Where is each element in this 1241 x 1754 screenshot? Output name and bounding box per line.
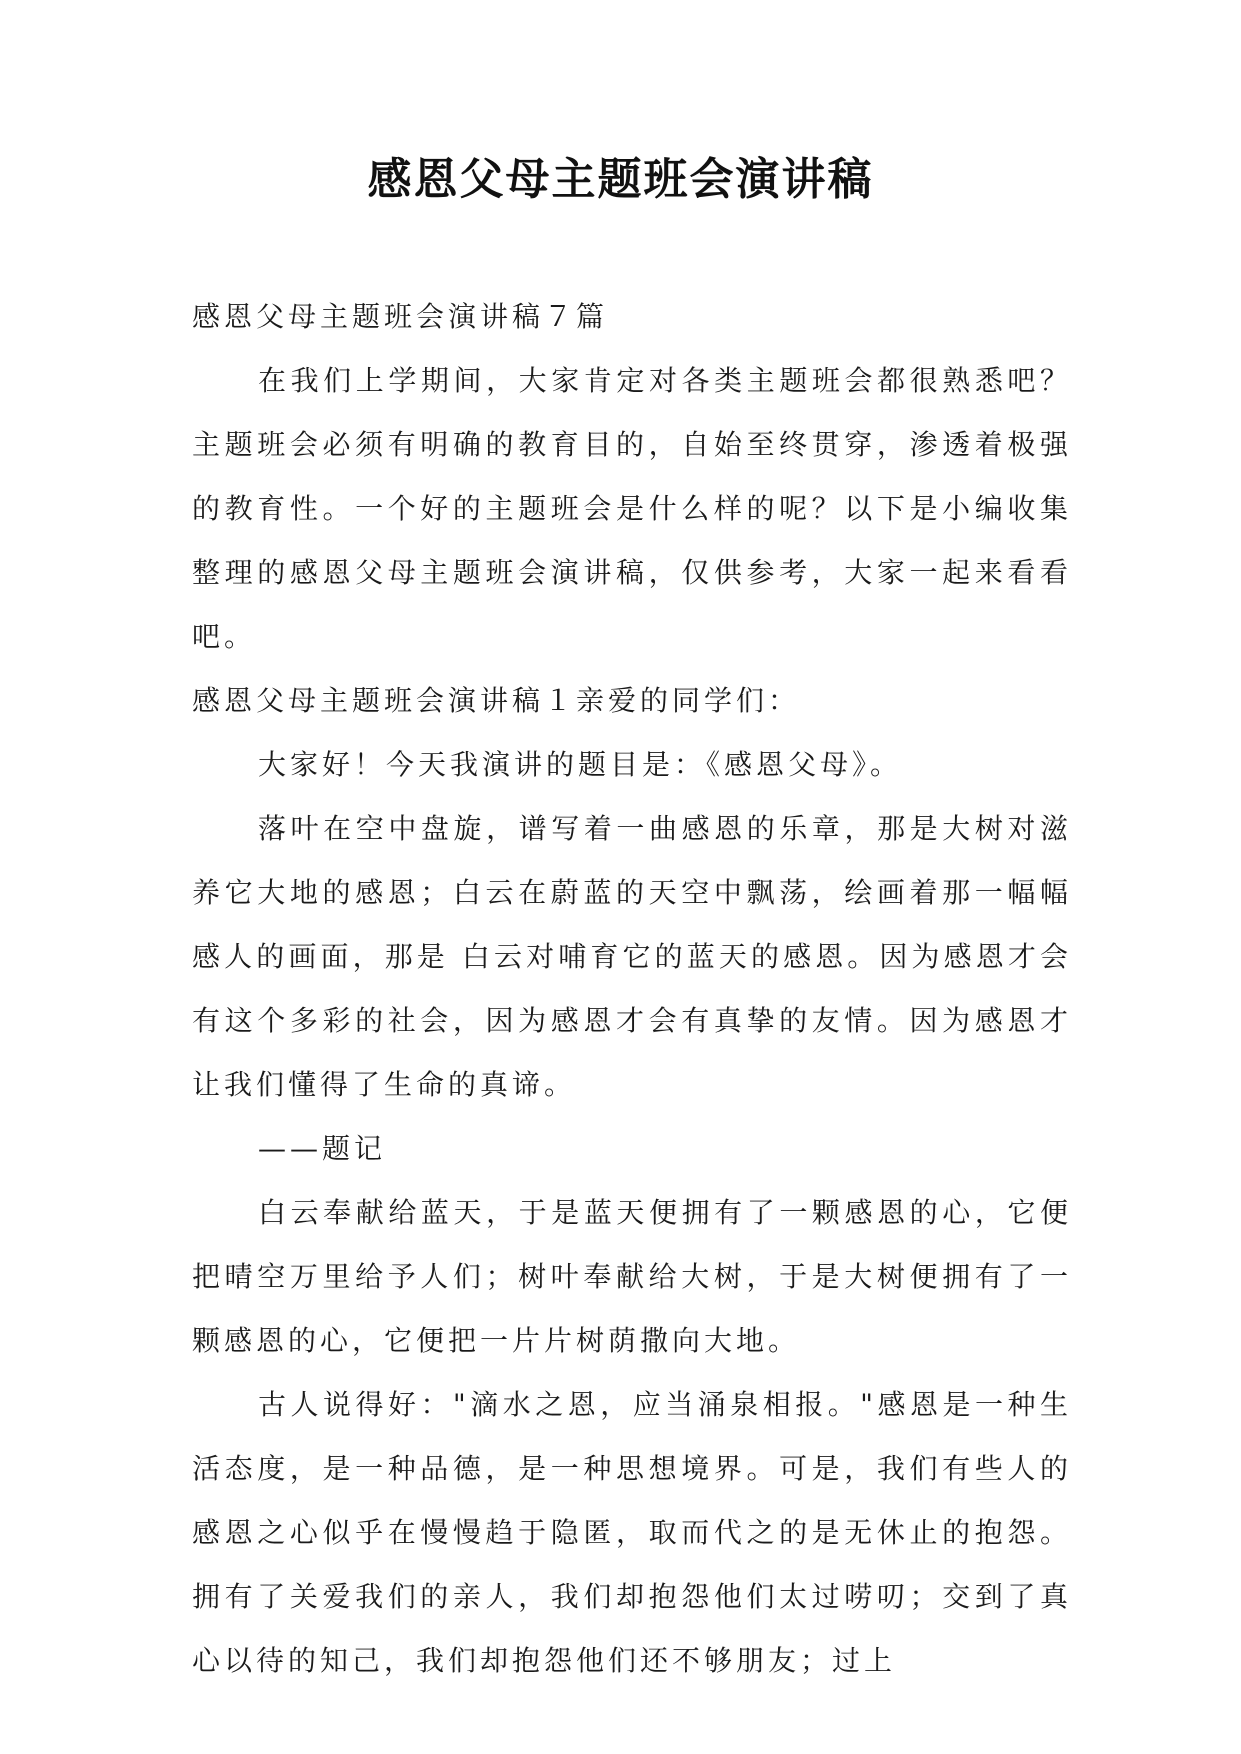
body-paragraph: 落叶在空中盘旋，谱写着一曲感恩的乐章，那是大树对滋养它大地的感恩；白云在蔚蓝的天空中飘荡，绘画着那一幅幅感人的画面，那是 白云对哺育它的蓝天的感恩。因为感恩才会有这个多彩的社会，因为感恩才会有真挚的友情。因为感恩才让我们懂得了生命的真谛。 (192, 812, 1072, 1101)
epigraph-attribution: ——题记 (258, 1132, 387, 1165)
subtitle-line: 感恩父母主题班会演讲稿７篇 (192, 300, 609, 333)
body-paragraph: 古人说得好："滴水之恩，应当涌泉相报。"感恩是一种生活态度，是一种品德，是一种思想境界。可是，我们有些人的感恩之心似乎在慢慢趋于隐匿，取而代之的是无休止的抱怨。拥有了关爱我们的亲人，我们却抱怨他们太过唠叨；交到了真心以待的知己，我们却抱怨他们还不够朋友；过上 (192, 1388, 1072, 1677)
document-title: 感恩父母主题班会演讲稿 (367, 154, 874, 205)
body-paragraph: 白云奉献给蓝天，于是蓝天便拥有了一颗感恩的心，它便把晴空万里给予人们；树叶奉献给大树，于是大树便拥有了一颗感恩的心，它便把一片片树荫撒向大地。 (192, 1196, 1072, 1357)
section-heading: 感恩父母主题班会演讲稿１亲爱的同学们： (192, 684, 801, 717)
intro-paragraph: 在我们上学期间，大家肯定对各类主题班会都很熟悉吧？主题班会必须有明确的教育目的，自始至终贯穿，渗透着极强的教育性。一个好的主题班会是什么样的呢？以下是小编收集整理的感恩父母主题班会演讲稿，仅供参考，大家一起来看看吧。 (192, 364, 1072, 653)
greeting-paragraph: 大家好！今天我演讲的题目是：《感恩父母》。 (258, 748, 903, 781)
document-body (192, 285, 1072, 1693)
